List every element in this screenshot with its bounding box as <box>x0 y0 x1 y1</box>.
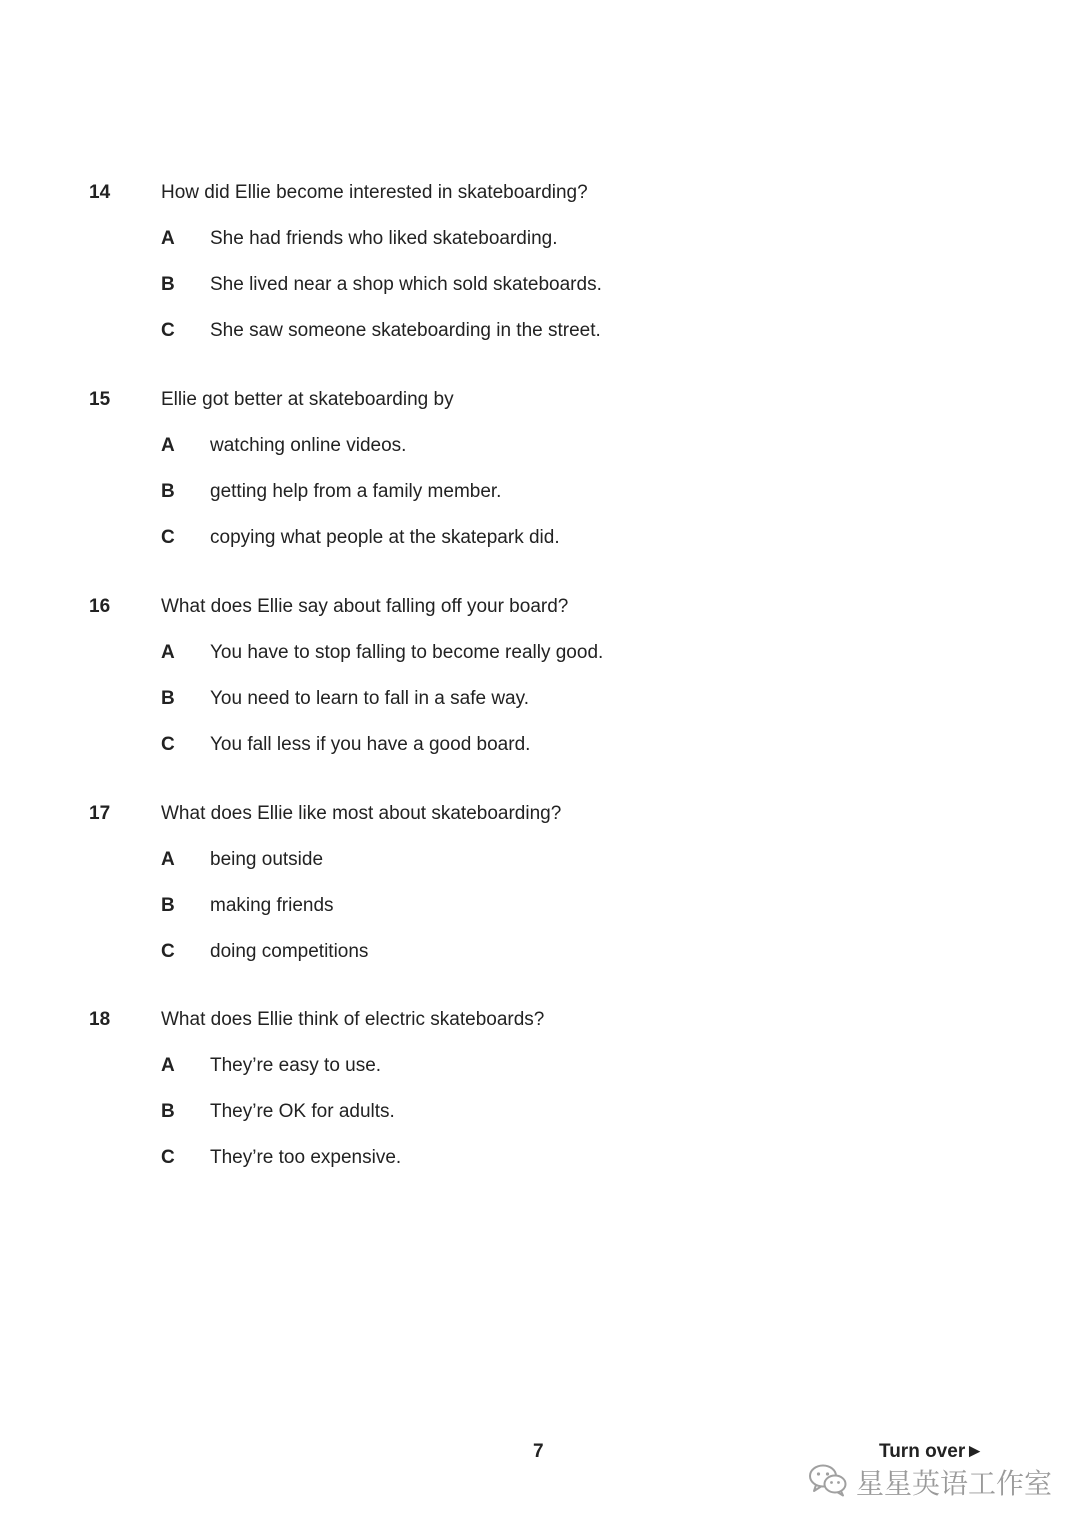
option-letter: B <box>161 274 175 295</box>
question-text: What does Ellie like most about skateboarding? <box>161 803 562 824</box>
option-letter: A <box>161 642 175 663</box>
question-18 <box>0 1005 1080 1189</box>
question-number: 14 <box>89 182 111 203</box>
option-letter: B <box>161 895 175 916</box>
option-text: doing competitions <box>210 941 369 962</box>
question-text: How did Ellie become interested in skateboarding? <box>161 182 588 203</box>
option-c <box>0 523 1080 569</box>
option-letter: C <box>161 320 175 341</box>
option-letter: C <box>161 941 175 962</box>
option-b <box>0 270 1080 316</box>
option-letter: C <box>161 1147 175 1168</box>
question-number: 17 <box>89 803 111 824</box>
option-text: You fall less if you have a good board. <box>210 734 531 755</box>
option-a <box>0 224 1080 270</box>
option-c <box>0 730 1080 776</box>
option-letter: A <box>161 849 175 870</box>
option-letter: B <box>161 1101 175 1122</box>
question-number: 15 <box>89 389 111 410</box>
option-text: You need to learn to fall in a safe way. <box>210 688 529 709</box>
option-c <box>0 937 1080 983</box>
option-text: She saw someone skateboarding in the street. <box>210 320 601 341</box>
option-text: They’re too expensive. <box>210 1147 402 1168</box>
option-text: She lived near a shop which sold skateboards. <box>210 274 602 295</box>
option-text: being outside <box>210 849 324 870</box>
option-a <box>0 431 1080 477</box>
question-16 <box>0 592 1080 776</box>
question-text: What does Ellie say about falling off your board? <box>161 596 569 617</box>
option-letter: A <box>161 1055 175 1076</box>
option-a <box>0 845 1080 891</box>
option-letter: B <box>161 688 175 709</box>
watermark-text: 星星英语工作室 <box>856 1467 1053 1500</box>
question-14 <box>0 178 1080 362</box>
option-letter: C <box>161 527 175 548</box>
option-letter: C <box>161 734 175 755</box>
option-a <box>0 638 1080 684</box>
option-text: They’re easy to use. <box>210 1055 382 1076</box>
option-b <box>0 891 1080 937</box>
question-text: What does Ellie think of electric skateboards? <box>161 1009 545 1030</box>
option-b <box>0 477 1080 523</box>
option-b <box>0 684 1080 730</box>
option-text: copying what people at the skatepark did. <box>210 527 560 548</box>
option-text: making friends <box>210 895 334 916</box>
question-15 <box>0 385 1080 569</box>
option-c <box>0 316 1080 362</box>
option-text: She had friends who liked skateboarding. <box>210 228 558 249</box>
turn-over-label: Turn over► <box>879 1441 985 1462</box>
option-letter: A <box>161 228 175 249</box>
option-b <box>0 1097 1080 1143</box>
page-number: 7 <box>533 1441 544 1462</box>
option-text: watching online videos. <box>210 435 407 456</box>
option-a <box>0 1051 1080 1097</box>
option-letter: B <box>161 481 175 502</box>
option-text: You have to stop falling to become really good. <box>210 642 604 663</box>
watermark <box>808 1462 1052 1502</box>
question-number: 16 <box>89 596 111 617</box>
option-text: getting help from a family member. <box>210 481 502 502</box>
question-17 <box>0 799 1080 983</box>
question-text: Ellie got better at skateboarding by <box>161 389 454 410</box>
question-number: 18 <box>89 1009 111 1030</box>
option-letter: A <box>161 435 175 456</box>
option-c <box>0 1143 1080 1189</box>
option-text: They’re OK for adults. <box>210 1101 395 1122</box>
wechat-icon <box>808 1463 848 1502</box>
